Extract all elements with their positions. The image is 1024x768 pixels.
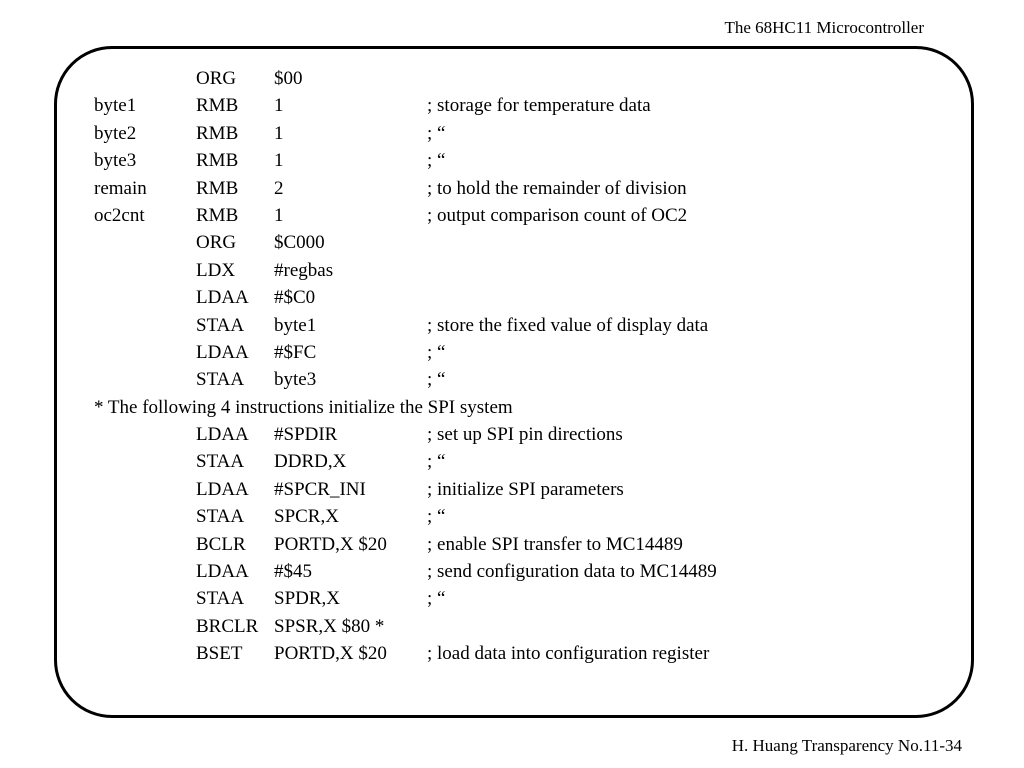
code-comment: ; enable SPI transfer to MC14489 — [427, 533, 683, 555]
code-operand: #SPDIR — [274, 424, 338, 446]
code-operand: byte1 — [274, 314, 317, 336]
code-opcode: RMB — [196, 122, 239, 144]
code-comment: ; output comparison count of OC2 — [427, 204, 688, 226]
code-opcode: LDAA — [196, 287, 249, 309]
code-comment: ; “ — [427, 150, 446, 172]
code-opcode: STAA — [196, 314, 245, 336]
code-comment-line: * The following 4 instructions initialize the SPI system — [94, 396, 513, 418]
code-operand: 1 — [274, 150, 284, 172]
code-label: byte2 — [94, 122, 137, 144]
code-operand: $00 — [274, 68, 303, 89]
code-comment: ; “ — [427, 451, 446, 473]
code-label: remain — [94, 177, 147, 199]
code-operand: SPSR,X $80 * — [274, 615, 385, 637]
code-opcode: ORG — [196, 232, 237, 254]
code-comment: ; “ — [427, 122, 446, 144]
code-opcode: RMB — [196, 177, 239, 199]
code-operand: SPCR,X — [274, 506, 339, 528]
code-opcode: LDAA — [196, 341, 249, 363]
footer-text: H. Huang Transparency No.11-34 — [731, 736, 962, 755]
page-title: The 68HC11 Microcontroller — [724, 18, 924, 37]
code-comment: ; to hold the remainder of division — [427, 177, 687, 199]
code-comment: ; storage for temperature data — [427, 95, 651, 117]
code-opcode: STAA — [196, 588, 245, 610]
code-operand: PORTD,X $20 — [274, 643, 387, 665]
code-label: byte3 — [94, 150, 137, 172]
code-opcode: STAA — [196, 451, 245, 473]
code-opcode: LDAA — [196, 424, 249, 446]
code-comment: ; “ — [427, 506, 446, 528]
code-comment: ; load data into configuration register — [427, 643, 710, 665]
code-label: oc2cnt — [94, 204, 145, 226]
code-opcode: LDAA — [196, 561, 249, 583]
code-comment: ; “ — [427, 369, 446, 391]
code-opcode: BCLR — [196, 533, 246, 555]
code-operand: PORTD,X $20 — [274, 533, 387, 555]
code-opcode: LDAA — [196, 478, 249, 500]
code-comment: ; “ — [427, 341, 446, 363]
code-operand: $C000 — [274, 232, 325, 254]
code-label: byte1 — [94, 95, 137, 117]
code-operand: 1 — [274, 95, 284, 117]
code-operand: 1 — [274, 204, 284, 226]
code-operand: #$45 — [274, 561, 312, 583]
code-comment: ; initialize SPI parameters — [427, 478, 624, 500]
code-operand: 2 — [274, 177, 284, 199]
code-opcode: STAA — [196, 506, 245, 528]
code-opcode: BSET — [196, 643, 243, 665]
code-opcode: RMB — [196, 204, 239, 226]
code-frame — [54, 46, 974, 718]
code-operand: #SPCR_INI — [274, 478, 366, 500]
code-operand: #$FC — [274, 341, 317, 363]
code-opcode: ORG — [196, 68, 237, 89]
code-operand: DDRD,X — [274, 451, 347, 473]
code-opcode: RMB — [196, 150, 239, 172]
code-operand: SPDR,X — [274, 588, 340, 610]
code-comment: ; set up SPI pin directions — [427, 424, 623, 446]
code-operand: 1 — [274, 122, 284, 144]
code-comment: ; “ — [427, 588, 446, 610]
code-opcode: BRCLR — [196, 615, 259, 637]
code-operand: #regbas — [274, 259, 334, 281]
code-opcode: RMB — [196, 95, 239, 117]
code-opcode: STAA — [196, 369, 245, 391]
code-comment: ; store the fixed value of display data — [427, 314, 709, 336]
code-operand: byte3 — [274, 369, 317, 391]
code-comment: ; send configuration data to MC14489 — [427, 561, 717, 583]
code-opcode: LDX — [196, 259, 236, 281]
code-operand: #$C0 — [274, 287, 316, 309]
